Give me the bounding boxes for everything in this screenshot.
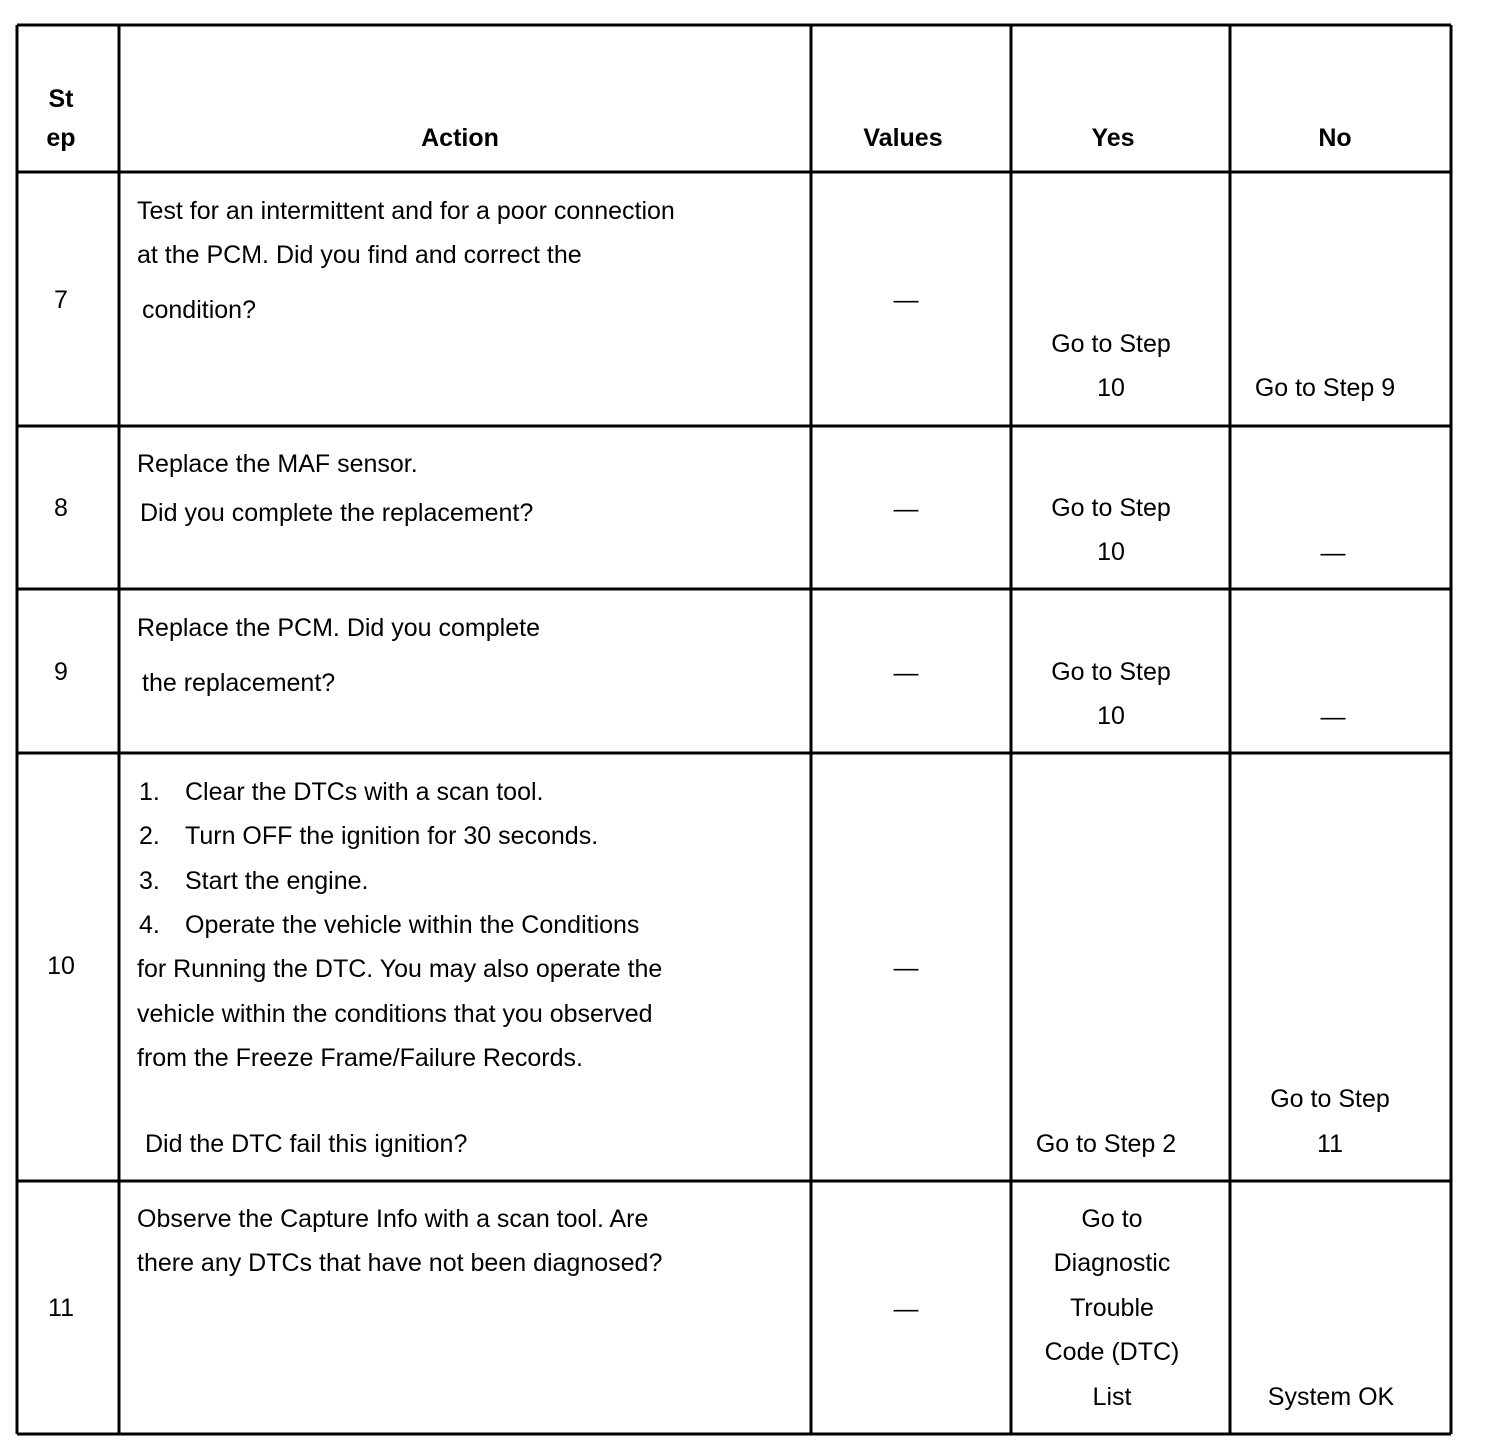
yes-cell: Diagnostic (1053, 1249, 1171, 1277)
list-number: 3. (139, 867, 160, 895)
list-item: Turn OFF the ignition for 30 seconds. (185, 822, 599, 850)
action-text: vehicle within the conditions that you observed (137, 1000, 653, 1028)
no-cell: — (1320, 539, 1346, 567)
header-step-line1: St (48, 85, 74, 113)
action-text: there any DTCs that have not been diagnosed? (137, 1249, 663, 1277)
step-number: 10 (47, 952, 75, 980)
header-no: No (1318, 124, 1352, 152)
action-question: Did the DTC fail this ignition? (145, 1130, 468, 1158)
yes-cell: Go to (1081, 1205, 1143, 1233)
no-cell: System OK (1267, 1383, 1395, 1411)
action-text: Replace the MAF sensor. (137, 450, 418, 478)
list-item: Start the engine. (185, 867, 369, 895)
yes-cell: 10 (1097, 538, 1125, 566)
values-cell: — (893, 659, 919, 687)
values-cell: — (893, 1295, 919, 1323)
list-number: 4. (139, 911, 160, 939)
header-step-line2: ep (46, 124, 76, 152)
action-text: Did you complete the replacement? (140, 499, 534, 527)
yes-cell: Trouble (1070, 1294, 1154, 1322)
action-text: Replace the PCM. Did you complete (137, 614, 540, 642)
header-values: Values (863, 124, 943, 152)
action-text: condition? (142, 296, 256, 324)
action-text: for Running the DTC. You may also operate the (137, 955, 663, 983)
yes-cell: Go to Step (1051, 658, 1171, 686)
no-cell: Go to Step 9 (1254, 374, 1396, 402)
step-number: 9 (54, 658, 68, 686)
yes-cell: Code (DTC) (1044, 1338, 1180, 1366)
list-item: Clear the DTCs with a scan tool. (185, 778, 544, 806)
list-number: 1. (139, 778, 160, 806)
values-cell: — (893, 286, 919, 314)
step-number: 7 (54, 286, 68, 314)
header-yes: Yes (1091, 124, 1135, 152)
step-number: 8 (54, 494, 68, 522)
yes-cell: List (1092, 1383, 1132, 1411)
step-number: 11 (48, 1294, 74, 1322)
yes-cell: Go to Step (1051, 330, 1171, 358)
values-cell: — (893, 954, 919, 982)
values-cell: — (893, 495, 919, 523)
header-action: Action (421, 124, 499, 152)
list-item: Operate the vehicle within the Conditions (185, 911, 640, 939)
action-text: at the PCM. Did you find and correct the (137, 241, 582, 269)
action-text: Observe the Capture Info with a scan tool. Are (137, 1205, 649, 1233)
action-text: the replacement? (142, 669, 336, 697)
yes-cell: 10 (1097, 374, 1125, 402)
yes-cell: Go to Step 2 (1035, 1130, 1177, 1158)
yes-cell: 10 (1097, 702, 1125, 730)
no-cell: Go to Step (1270, 1085, 1390, 1113)
no-cell: 11 (1317, 1130, 1343, 1158)
action-text: from the Freeze Frame/Failure Records. (137, 1044, 583, 1072)
no-cell: — (1320, 703, 1346, 731)
list-number: 2. (139, 822, 160, 850)
yes-cell: Go to Step (1051, 494, 1171, 522)
action-text: Test for an intermittent and for a poor connection (137, 197, 675, 225)
